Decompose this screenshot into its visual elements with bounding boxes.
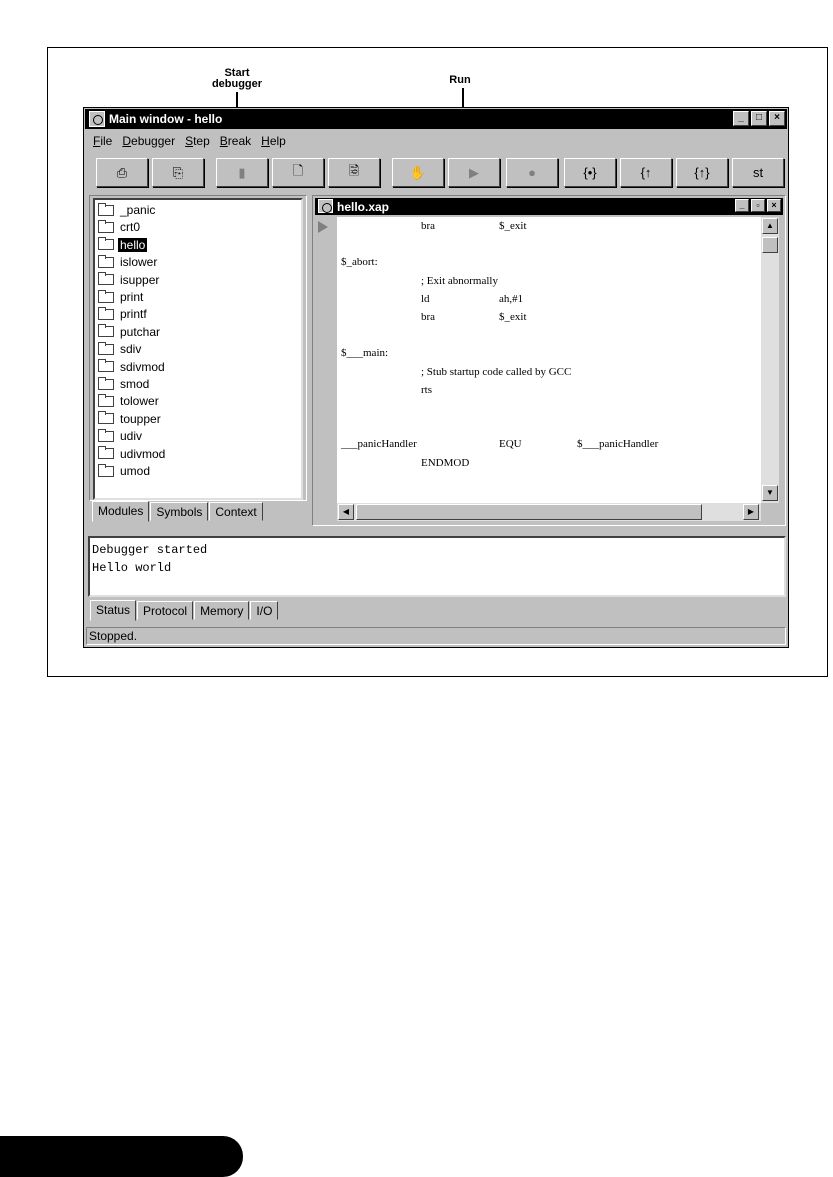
tab-symbols[interactable]: Symbols — [150, 502, 208, 521]
toolbar-button-run[interactable] — [448, 158, 500, 187]
code-op: bra — [421, 311, 436, 323]
code-close-button[interactable]: × — [767, 199, 781, 212]
code-arg: $_exit — [499, 220, 527, 232]
toolbar-button-step-into[interactable] — [564, 158, 616, 187]
left-tab-strip — [92, 502, 264, 522]
module-item[interactable] — [98, 428, 142, 444]
code-op: rts — [421, 383, 432, 396]
module-label: udivmod — [120, 446, 166, 461]
code-op: ; Stub startup code called by GCC — [421, 365, 572, 378]
code-op: ld — [421, 292, 430, 305]
code-window-title-bar[interactable] — [315, 198, 783, 215]
module-item[interactable] — [98, 324, 160, 340]
menu-file-hotkey: F — [93, 134, 101, 148]
code-arg: ah,#1 — [499, 292, 524, 305]
menu-help[interactable] — [256, 134, 291, 152]
folder-icon — [98, 274, 114, 285]
scroll-down-button[interactable] — [762, 485, 778, 501]
folder-icon — [98, 309, 114, 320]
title-bar[interactable] — [85, 109, 787, 129]
module-label: print — [120, 290, 144, 304]
module-label: umod — [120, 464, 151, 478]
module-item[interactable] — [98, 393, 159, 409]
menu-debugger-label: ebugger — [131, 134, 176, 148]
tab-memory[interactable]: Memory — [194, 601, 249, 620]
module-label: islower — [120, 255, 158, 270]
module-item[interactable] — [98, 202, 155, 218]
folder-icon — [98, 205, 114, 216]
code-arg: EQU — [499, 438, 522, 451]
toolbar-button-stop[interactable] — [506, 158, 558, 187]
callout-start-line2: debugger — [211, 78, 263, 90]
tab-context[interactable]: Context — [209, 502, 262, 521]
run-icon: ▶ — [469, 164, 479, 180]
scroll-right-button[interactable] — [743, 504, 759, 520]
module-label: smod — [120, 377, 150, 391]
arrow-left-icon: ◀ — [342, 507, 350, 516]
folder-icon — [98, 222, 114, 233]
modules-pane — [89, 195, 307, 501]
toolbar-button-step-over[interactable] — [620, 158, 672, 187]
toolbar-button-step-out[interactable] — [676, 158, 728, 187]
code-op: bra — [421, 220, 436, 232]
toolbar-button-exit-document[interactable] — [328, 158, 380, 187]
tab-status[interactable]: Status — [90, 600, 136, 621]
menu-break[interactable] — [215, 134, 256, 152]
module-item[interactable] — [98, 254, 157, 270]
module-item[interactable] — [98, 446, 165, 462]
maximize-button[interactable]: □ — [751, 111, 767, 126]
menu-help-hotkey: H — [261, 134, 270, 148]
folder-icon — [98, 431, 114, 442]
hand-icon: ✋ — [409, 164, 427, 180]
menu-help-label: elp — [269, 134, 286, 148]
folder-icon — [98, 344, 114, 355]
menu-file[interactable] — [88, 134, 117, 152]
folder-icon — [98, 413, 114, 424]
scroll-left-button[interactable] — [338, 504, 354, 520]
module-label: hello — [120, 237, 146, 252]
breakpoint-gutter[interactable] — [315, 217, 337, 503]
code-op: ENDMOD — [421, 456, 470, 469]
minimize-button[interactable]: _ — [733, 111, 749, 126]
code-window-title: hello.xap — [337, 200, 390, 214]
folder-icon — [98, 292, 114, 303]
menu-file-label: ile — [100, 134, 113, 148]
start-debugger-icon: ▮ — [238, 164, 246, 180]
module-label: tolower — [120, 394, 159, 409]
module-label: toupper — [120, 411, 161, 426]
status-bar: Stopped. — [86, 627, 786, 645]
folder-icon — [98, 448, 114, 459]
module-item[interactable] — [98, 306, 147, 322]
menu-step-hotkey: S — [185, 134, 194, 148]
menu-debugger-hotkey: D — [122, 134, 132, 148]
module-item[interactable] — [98, 341, 141, 357]
code-restore-button[interactable]: ▫ — [751, 199, 765, 212]
decorative-tab-bar — [0, 1136, 243, 1177]
module-label: printf — [120, 307, 147, 322]
module-label: _panic — [120, 203, 156, 217]
document-window-icon[interactable] — [318, 199, 333, 213]
code-op: ; Exit abnormally — [421, 274, 498, 287]
vertical-scroll-thumb[interactable] — [762, 237, 778, 253]
tab-protocol[interactable]: Protocol — [137, 601, 193, 620]
module-label: udiv — [120, 429, 143, 444]
output-line: Hello world — [92, 561, 172, 575]
exit-document-icon: 🗟 — [348, 162, 360, 178]
document-icon: 🗋 — [292, 162, 304, 178]
step-icon: st — [752, 165, 764, 180]
code-label: ___panicHandler — [341, 438, 417, 451]
toolbar-button-start-debugger[interactable] — [216, 158, 268, 187]
module-item[interactable] — [98, 376, 149, 392]
code-label: $___main: — [341, 347, 389, 360]
folder-icon — [98, 361, 114, 372]
callout-start-line1: Start — [224, 67, 250, 79]
toolbar-button-step[interactable] — [732, 158, 784, 187]
arrow-down-icon: ▼ — [766, 488, 774, 497]
source-code-view[interactable] — [337, 217, 761, 503]
callout-start-debugger — [197, 68, 277, 90]
arrow-right-icon: ▶ — [747, 507, 755, 516]
module-item[interactable] — [98, 463, 150, 479]
output-pane[interactable] — [88, 536, 786, 597]
toolbar-button-open-folder[interactable] — [152, 158, 204, 187]
module-item[interactable] — [98, 272, 159, 288]
app-icon[interactable] — [89, 111, 105, 127]
module-item[interactable] — [98, 359, 165, 375]
code-arg: $_exit — [499, 311, 527, 323]
folder-icon — [98, 239, 114, 250]
arrow-up-icon: ▲ — [766, 221, 774, 230]
toolbar-button-open[interactable] — [96, 158, 148, 187]
menu-bar — [88, 134, 291, 152]
module-label: crt0 — [120, 220, 141, 235]
module-label: isupper — [120, 272, 160, 287]
menu-step-label: tep — [193, 134, 210, 148]
close-button[interactable]: × — [769, 111, 785, 126]
module-item[interactable] — [98, 411, 161, 427]
module-list[interactable] — [93, 198, 303, 500]
toolbar-button-hand[interactable] — [392, 158, 444, 187]
menu-step[interactable] — [180, 134, 215, 152]
horizontal-scrollbar[interactable] — [337, 503, 761, 521]
menu-debugger[interactable] — [117, 134, 180, 152]
module-item[interactable] — [98, 289, 143, 305]
stop-icon: ● — [528, 165, 536, 180]
step-into-icon: {•} — [583, 165, 597, 180]
menu-break-hotkey: B — [219, 134, 228, 148]
horizontal-scroll-thumb[interactable] — [356, 504, 702, 520]
module-item[interactable] — [98, 237, 147, 253]
module-item[interactable] — [98, 219, 140, 235]
window-title: Main window - hello — [109, 112, 223, 126]
code-minimize-button[interactable]: _ — [735, 199, 749, 212]
code-label: $_abort: — [341, 256, 378, 269]
toolbar-button-document[interactable] — [272, 158, 324, 187]
open-folder-icon: ⎘ — [172, 164, 184, 180]
tab-modules[interactable]: Modules — [92, 501, 149, 522]
step-out-icon: {↑} — [694, 165, 710, 180]
open-icon: ⎙ — [116, 164, 128, 180]
scroll-up-button[interactable] — [762, 218, 778, 234]
menu-break-label: reak — [227, 134, 252, 148]
code-extra: $___panicHandler — [577, 438, 659, 451]
tab-io[interactable]: I/O — [250, 601, 278, 620]
callout-run: Run — [449, 74, 471, 86]
main-window — [83, 107, 789, 648]
output-line: Debugger started — [92, 543, 208, 557]
folder-icon — [98, 326, 114, 337]
vertical-scrollbar[interactable] — [761, 217, 779, 503]
folder-icon — [98, 396, 114, 407]
execution-pointer-icon — [318, 221, 328, 233]
folder-icon — [98, 466, 114, 477]
module-label: putchar — [120, 324, 161, 339]
folder-icon — [98, 257, 114, 268]
code-window — [312, 195, 786, 526]
module-label: sdivmod — [120, 359, 165, 374]
module-label: sdiv — [120, 342, 142, 357]
step-over-icon: {↑ — [640, 165, 652, 180]
folder-icon — [98, 379, 114, 390]
bottom-tab-strip — [90, 601, 279, 621]
